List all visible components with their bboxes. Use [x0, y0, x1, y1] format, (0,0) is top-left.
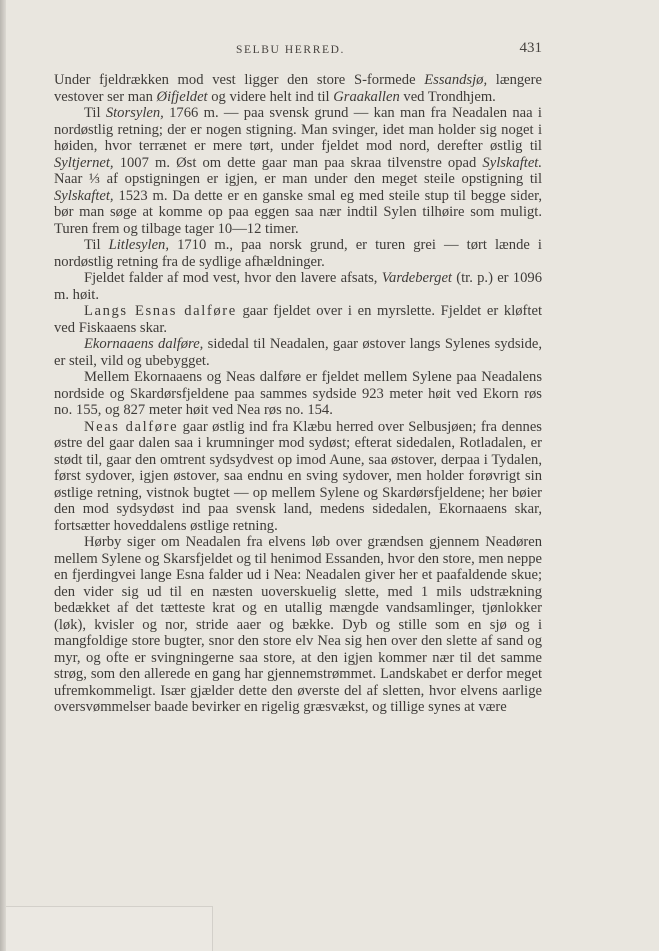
paragraph-ekornaaen: Ekornaaens dalføre, sidedal til Neadalen, gaar østover langs Sylenes sydside, er steil, vild og ubebygget. — [54, 336, 542, 369]
section-esna: Langs Esnas dalføre — [84, 303, 237, 319]
place-essandsjo: Essandsjø, — [424, 72, 488, 88]
paragraph-litlesylen: Til Litlesylen, 1710 m., paa norsk grund, er turen grei — tørt lænde i nordøstlig retning fra de sydlige afhældninger. — [54, 237, 542, 270]
place-sylskaftet: Sylskaftet. — [482, 154, 542, 171]
running-head: SELBU HERRED. — [236, 44, 345, 56]
place-graakallen: Graakallen — [333, 88, 400, 105]
body-text — [54, 72, 542, 716]
place-storsylen: Storsylen, — [105, 105, 164, 121]
place-litlesylen: Litlesylen, — [108, 237, 169, 253]
binding-edge — [0, 0, 6, 951]
paragraph-storsylen: Til Storsylen, 1766 m. — paa svensk grund — kan man fra Neadalen naa i nordøstlig retning; der er nogen stigning. Man svinger, idet man holder sig noget i høiden, hvor terrænet er mere tørt, under fjeldet mod nord, derefter østlig til Syltjernet, 1007 m. Øst om dette gaar man paa skraa tilvenstre opad Sylskaftet. Naar ⅓ af opstigningen er igjen, er man under den meget steile opstigning til Sylskaftet, 1523 m. Da dette er en ganske smal eg med steile stup til begge sider, bør man søge at komme op paa eggen saa nær indtil Sylen tilhøire som muligt. Turen frem og tilbage tager 10—12 timer. — [54, 105, 542, 237]
place-sylskaftet-2: Sylskaftet, — [54, 187, 114, 204]
paragraph-horby: Hørby siger om Neadalen fra elvens løb over grændsen gjennem Neadøren mellem Sylene og Skarsfjeldet og til henimod Essanden, hvor den store, men neppe en fjerdingvei lange Esna falder ud i Nea: Neadalen giver her et paafaldende skue; den vider sig ud til en næsten uoverskuelig slette, med 1 mils udstrækning bedækket af det tætteste krat og en utallig mængde vandsamlinger, tjønlokker (løk), kvisler og nor, stride aaer og bække. Dyb og stille som en sjø og i mangfoldige store bugter, snor den store elv Nea sig hen over den slette af sand og myr, og ofte er svingningerne saa store, at den igjen kommer nær til det samme strøg, som den allerede en gang har gjennemstrømmet. Landskabet er derfor meget ufremkommeligt. Især gjælder dette den øverste del af sletten, hvor elvens aarlige oversvømmelser baade bevirker en rigelig græsvækst, og tillige synes at være — [54, 534, 542, 715]
place-syltjernet: Syltjernet, — [54, 154, 114, 171]
section-ekornaaen: Ekornaaens dalføre, — [84, 336, 204, 352]
paragraph-nea: Neas dalføre gaar østlig ind fra Klæbu herred over Selbusjøen; fra dennes østre del gaar dalen saa i krumninger mod sydøst; efterat sidedalen, Rotladalen, er stødt til, gaar den omtrent sydsydvest op imod Aune, saa østover, derpaa i Tydalen, først sydover, igjen østover, saa endnu en sving sydover, men holder forøvrigt sin østlige retning, vistnok bugtet — op mellem Sylene og Skardørsfjeldene; her bøier den mod sydsydøst ind paa svensk land, medens sidedalen, Ekornaaens skar, fortsætter hoveddalens østlige retning. — [54, 418, 542, 534]
paragraph-essandsjo: Under fjeldrækken mod vest ligger den store S-formede Essandsjø, længere vestover ser man Øifjeldet og videre helt ind til Graakallen ved Trondhjem. — [54, 72, 542, 105]
paragraph-esna: Langs Esnas dalføre gaar fjeldet over i en myrslette. Fjeldet er kløftet ved Fiskaaens skar. — [54, 303, 543, 336]
page-number: 431 — [519, 40, 542, 56]
paragraph-vardeberget: Fjeldet falder af mod vest, hvor den lavere afsats, Vardeberget (tr. p.) er 1096 m. høit. — [54, 270, 542, 303]
page-header — [56, 40, 542, 62]
section-nea: Neas dalføre — [84, 418, 179, 435]
scan-strip — [6, 906, 213, 951]
place-vardeberget: Vardeberget — [381, 270, 452, 286]
paragraph-mellem: Mellem Ekornaaens og Neas dalføre er fjeldet mellem Sylene paa Neadalens nordside og Skardørsfjeldene paa sammes sydside 923 meter høit ved Ekorn røs no. 155, og 827 meter høit ved Nea røs no. 154. — [54, 369, 542, 418]
place-oifjeldet: Øifjeldet — [156, 88, 208, 105]
